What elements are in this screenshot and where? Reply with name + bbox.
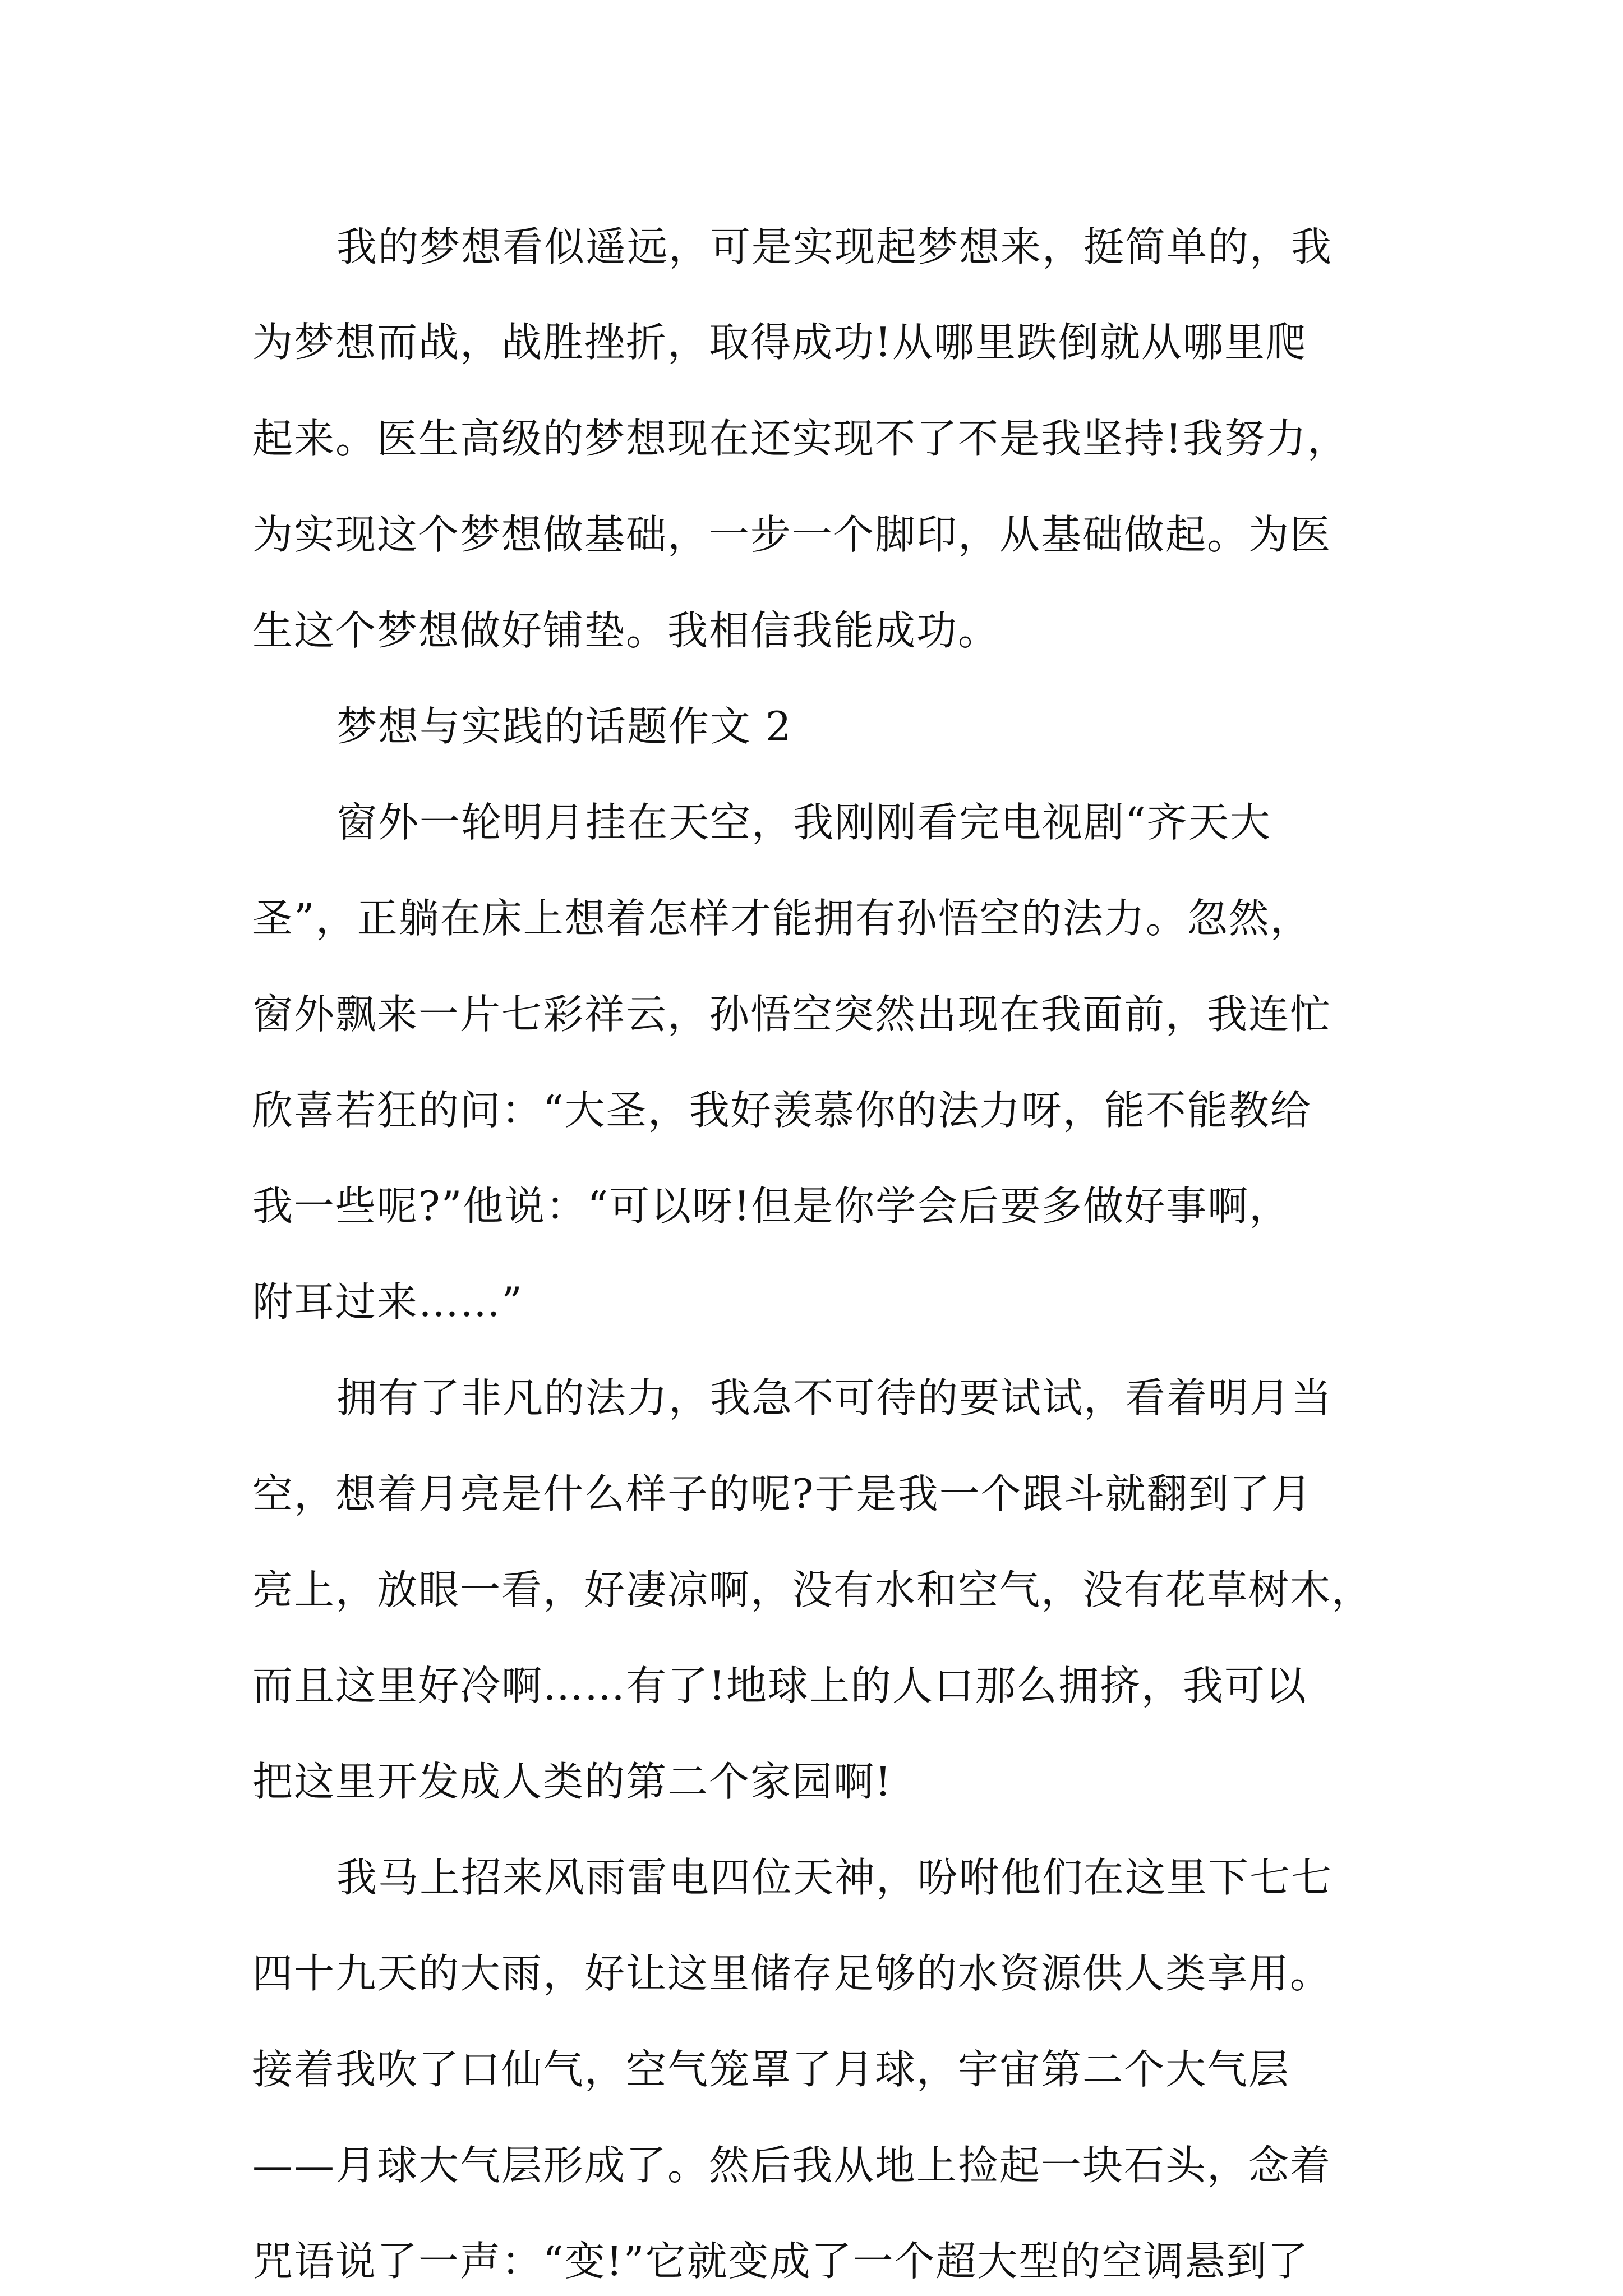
text-line: 为梦想而战，战胜挫折，取得成功!从哪里跌倒就从哪里爬 [252, 319, 1307, 366]
text-line: 附耳过来……” [252, 1278, 523, 1326]
text-line: ——月球大气层形成了。然后我从地上捡起一块石头，念着 [252, 2142, 1332, 2189]
text-line: 接着我吹了口仙气，空气笼罩了月球，宇宙第二个大气层 [252, 2046, 1290, 2093]
text-line: 而且这里好冷啊……有了!地球上的人口那么拥挤，我可以 [252, 1662, 1307, 1709]
text-line: 空，想着月亮是什么样子的呢?于是我一个跟斗就翻到了月 [252, 1470, 1313, 1517]
text-line: 圣”，正躺在床上想着怎样才能拥有孙悟空的法力。忽然， [252, 895, 1312, 942]
text-line: 拥有了非凡的法力，我急不可待的要试试，看着明月当 [336, 1374, 1333, 1421]
text-line: 咒语说了一声：“变!”它就变成了一个超大型的空调悬到了 [252, 2238, 1310, 2285]
text-line: 窗外一轮明月挂在天空，我刚刚看完电视剧“齐天大 [336, 799, 1271, 846]
text-line: 我一些呢?”他说：“可以呀!但是你学会后要多做好事啊， [252, 1182, 1291, 1230]
text-line: 我马上招来风雨雷电四位天神，吩咐他们在这里下七七 [336, 1854, 1333, 1901]
text-line: 亮上，放眼一看，好凄凉啊，没有水和空气，没有花草树木， [252, 1566, 1373, 1613]
text-line: 四十九天的大雨，好让这里储存足够的水资源供人类享用。 [252, 1950, 1332, 1997]
text-line: 把这里开发成人类的第二个家园啊! [252, 1758, 892, 1805]
section-heading: 梦想与实践的话题作文 2 [336, 703, 792, 750]
text-line: 欣喜若狂的问：“大圣，我好羡慕你的法力呀，能不能教给 [252, 1087, 1312, 1134]
text-line: 起来。医生高级的梦想现在还实现不了不是我坚持!我努力， [252, 415, 1349, 462]
text-line: 我的梦想看似遥远，可是实现起梦想来，挺简单的，我 [336, 223, 1333, 270]
text-line: 为实现这个梦想做基础，一步一个脚印，从基础做起。为医 [252, 511, 1332, 558]
text-line: 生这个梦想做好铺垫。我相信我能成功。 [252, 607, 1000, 654]
text-line: 窗外飘来一片七彩祥云，孙悟空突然出现在我面前，我连忙 [252, 991, 1332, 1038]
